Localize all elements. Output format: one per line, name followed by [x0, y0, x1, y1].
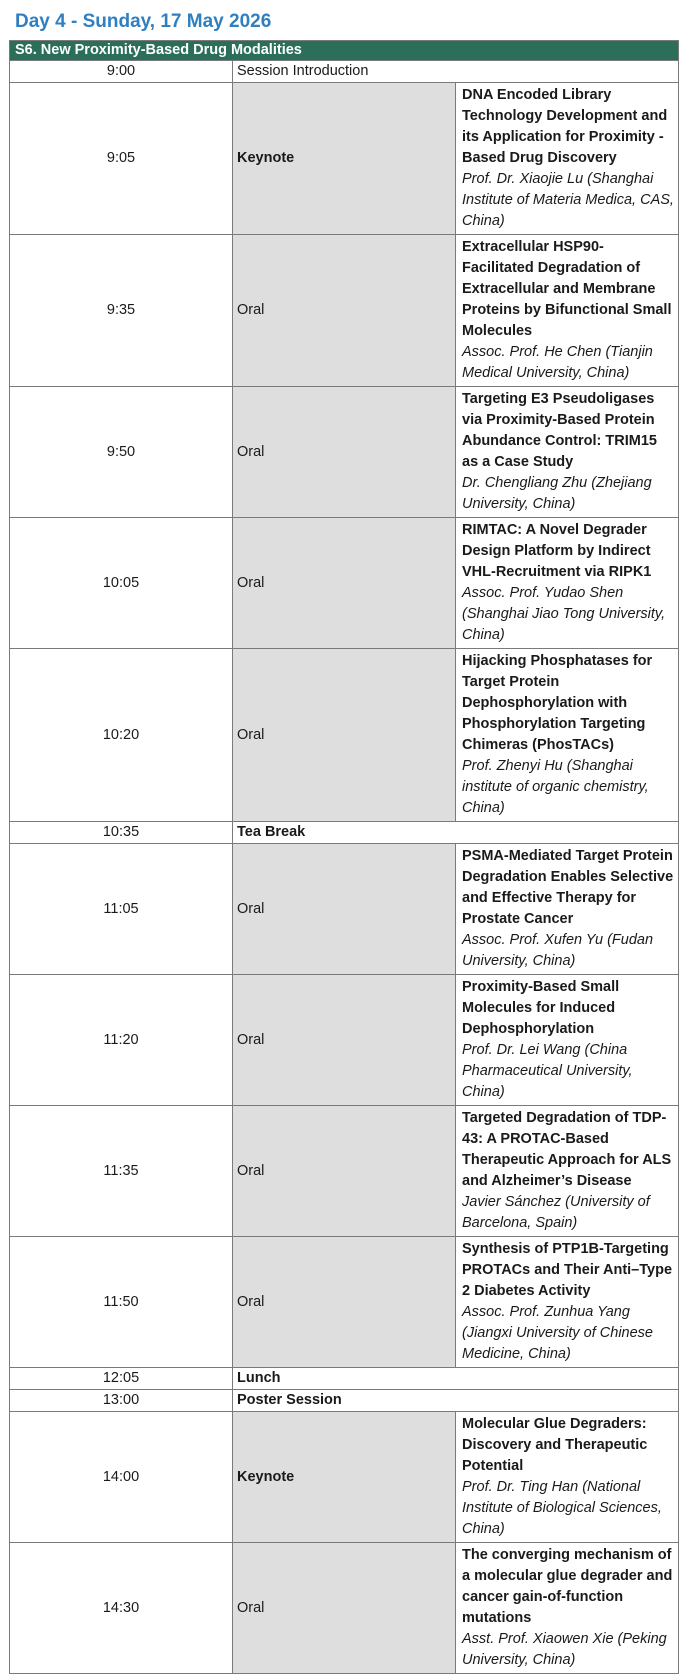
talk-title: RIMTAC: A Novel Degrader Design Platform by Indirect VHL-Recruitment via RIPK1 [462, 522, 652, 580]
talk-content [456, 844, 679, 975]
talk-type: Oral [233, 649, 456, 822]
time-cell: 11:50 [10, 1237, 233, 1368]
time-cell: 12:05 [10, 1368, 233, 1390]
time-cell: 9:00 [10, 61, 233, 83]
time-cell: 11:35 [10, 1106, 233, 1237]
talk-type: Oral [233, 844, 456, 975]
speaker: Assoc. Prof. He Chen (Tianjin Medical University, China) [462, 344, 653, 381]
talk-row [10, 518, 679, 649]
talk-type: Oral [233, 235, 456, 387]
speaker: Asst. Prof. Xiaowen Xie (Peking University, China) [462, 1631, 667, 1668]
talk-content [456, 1543, 679, 1674]
talk-type: Oral [233, 387, 456, 518]
talk-content [456, 387, 679, 518]
time-cell: 10:05 [10, 518, 233, 649]
agenda-label: Poster Session [233, 1390, 679, 1412]
talk-title: Targeting E3 Pseudoligases via Proximity-Based Protein Abundance Control: TRIM15 as a Case Study [462, 391, 657, 470]
time-cell: 14:30 [10, 1543, 233, 1674]
speaker: Assoc. Prof. Yudao Shen (Shanghai Jiao Tong University, China) [462, 585, 666, 643]
speaker: Assoc. Prof. Xufen Yu (Fudan University, China) [462, 932, 654, 969]
talk-row [10, 1106, 679, 1237]
talk-content [456, 1106, 679, 1237]
speaker: Prof. Zhenyi Hu (Shanghai institute of organic chemistry, China) [462, 758, 649, 816]
session-header-row [10, 41, 679, 61]
time-cell: 9:05 [10, 83, 233, 235]
talk-row [10, 1237, 679, 1368]
time-cell: 11:20 [10, 975, 233, 1106]
time-cell: 9:50 [10, 387, 233, 518]
talk-type: Oral [233, 518, 456, 649]
talk-row [10, 1412, 679, 1543]
talk-title: PSMA-Mediated Target Protein Degradation Enables Selective and Effective Therapy for Prostate Cancer [462, 848, 674, 927]
talk-title: The converging mechanism of a molecular glue degrader and cancer gain-of-function mutations [462, 1547, 673, 1626]
schedule-page [9, 0, 679, 1674]
talk-row [10, 387, 679, 518]
talk-title: Synthesis of PTP1B-Targeting PROTACs and Their Anti–Type 2 Diabetes Activity [462, 1241, 673, 1299]
time-cell: 9:35 [10, 235, 233, 387]
time-cell: 13:00 [10, 1390, 233, 1412]
talk-row [10, 1543, 679, 1674]
talk-type: Oral [233, 1106, 456, 1237]
talk-row [10, 844, 679, 975]
speaker: Javier Sánchez (University of Barcelona, Spain) [462, 1194, 650, 1231]
talk-content [456, 1237, 679, 1368]
speaker: Prof. Dr. Xiaojie Lu (Shanghai Institute of Materia Medica, CAS, China) [462, 171, 674, 229]
speaker: Prof. Dr. Lei Wang (China Pharmaceutical University, China) [462, 1042, 633, 1100]
speaker: Assoc. Prof. Zunhua Yang (Jiangxi University of Chinese Medicine, China) [462, 1304, 653, 1362]
time-cell: 10:20 [10, 649, 233, 822]
talk-title: Extracellular HSP90-Facilitated Degradation of Extracellular and Membrane Proteins by Bifunctional Small Molecules [462, 239, 672, 339]
talk-title: Proximity-Based Small Molecules for Induced Dephosphorylation [462, 979, 620, 1037]
agenda-label: Lunch [233, 1368, 679, 1390]
speaker: Prof. Dr. Ting Han (National Institute of Biological Sciences, China) [462, 1479, 662, 1537]
talk-content [456, 235, 679, 387]
talk-type: Keynote [233, 1412, 456, 1543]
talk-row [10, 649, 679, 822]
talk-row [10, 975, 679, 1106]
schedule-table [9, 40, 679, 1674]
talk-title: Hijacking Phosphatases for Target Protein Dephosphorylation with Phosphorylation Targeting Chimeras (PhosTACs) [462, 653, 653, 753]
break-row [10, 1390, 679, 1412]
talk-title: DNA Encoded Library Technology Development and its Application for Proximity -Based Drug Discovery [462, 87, 668, 166]
talk-content [456, 83, 679, 235]
break-row [10, 1368, 679, 1390]
talk-content [456, 518, 679, 649]
agenda-label: Session Introduction [233, 61, 679, 83]
talk-title: Molecular Glue Degraders: Discovery and Therapeutic Potential [462, 1416, 648, 1474]
break-row [10, 61, 679, 83]
time-cell: 14:00 [10, 1412, 233, 1543]
talk-content [456, 975, 679, 1106]
talk-row [10, 235, 679, 387]
time-cell: 11:05 [10, 844, 233, 975]
time-cell: 10:35 [10, 822, 233, 844]
talk-type: Keynote [233, 83, 456, 235]
day-title: Day 4 - Sunday, 17 May 2026 [15, 11, 272, 32]
talk-content [456, 1412, 679, 1543]
agenda-label: Tea Break [233, 822, 679, 844]
talk-type: Oral [233, 975, 456, 1106]
break-row [10, 822, 679, 844]
talk-title: Targeted Degradation of TDP-43: A PROTAC-Based Therapeutic Approach for ALS and Alzheimer’s Disease [462, 1110, 672, 1189]
talk-type: Oral [233, 1237, 456, 1368]
talk-content [456, 649, 679, 822]
talk-row [10, 83, 679, 235]
session-title: S6. New Proximity-Based Drug Modalities [10, 41, 679, 61]
speaker: Dr. Chengliang Zhu (Zhejiang University, China) [462, 475, 652, 512]
talk-type: Oral [233, 1543, 456, 1674]
